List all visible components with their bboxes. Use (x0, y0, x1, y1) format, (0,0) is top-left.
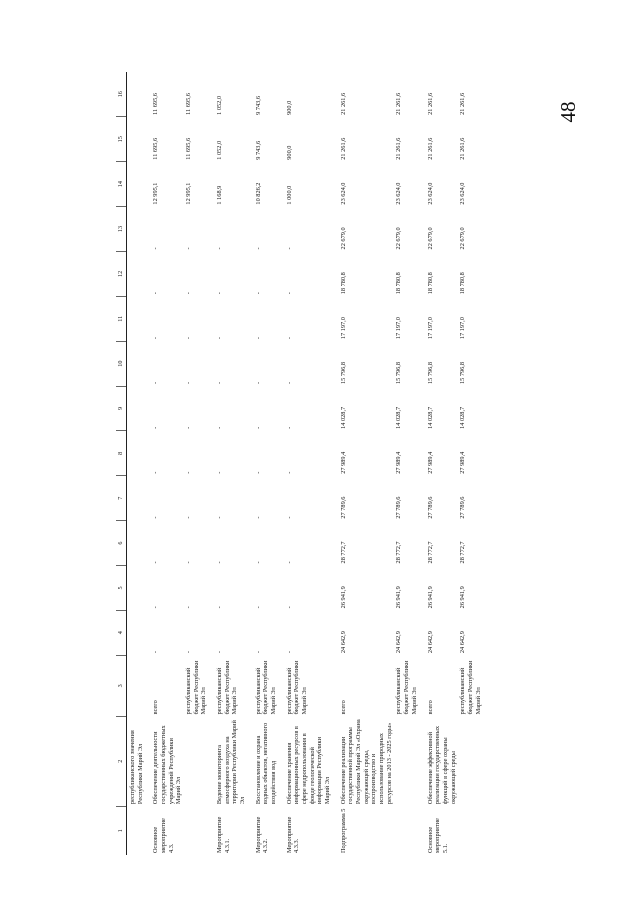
table-row (334, 72, 396, 855)
program-code-cell: Мероприятие 4.3.1. (216, 816, 231, 853)
amount-cell: - (285, 292, 293, 295)
budget-table (116, 72, 484, 855)
amount-cell: - (185, 337, 193, 340)
amount-cell: 11 695,6 (185, 137, 193, 160)
amount-cell: - (285, 516, 293, 519)
program-code-cell (459, 806, 484, 855)
amount-cell: 21 261,6 (426, 92, 434, 115)
program-name-cell (459, 716, 484, 806)
amount-cell: - (185, 381, 193, 385)
amount-cell: - (285, 651, 293, 654)
amount-cell: 27 989,4 (426, 451, 434, 474)
amount-cell: 9 743,6 (254, 95, 262, 115)
header-row (116, 72, 127, 855)
program-name-cell: Обеспечение хранения информационных ресурсов в сфере недропользования в фонде геологической информации Республики Марий Эл (285, 726, 332, 805)
amount-cell: 22 679,0 (426, 227, 434, 250)
amount-cell: 24 642,9 (426, 631, 434, 654)
program-name-cell (185, 716, 210, 806)
column-number: 8 (116, 431, 127, 476)
amount-cell: - (285, 337, 293, 340)
amount-cell: - (152, 381, 160, 385)
amount-cell: - (285, 247, 293, 250)
amount-cell: 21 261,6 (395, 92, 403, 115)
table-row (249, 72, 280, 855)
amount-cell: - (185, 247, 193, 250)
amount-cell: 1 052,0 (216, 95, 224, 115)
amount-cell: 1 052,0 (216, 140, 224, 160)
column-number: 3 (116, 655, 127, 716)
amount-cell: 28 772,7 (339, 541, 347, 564)
table-row (280, 72, 334, 855)
program-name-cell: Обеспечение эффективной реализации государственных функций в сфере охраны окружающей среды (426, 725, 457, 805)
amount-cell: - (216, 426, 224, 429)
amount-cell: 21 261,6 (339, 92, 347, 115)
amount-cell: - (285, 381, 293, 385)
column-number: 1 (116, 806, 127, 855)
amount-cell: - (216, 651, 224, 654)
amount-cell: - (185, 426, 193, 429)
amount-cell: - (254, 606, 262, 609)
amount-cell: - (185, 561, 193, 564)
amount-cell: 21 261,6 (395, 137, 403, 160)
amount-cell: - (216, 337, 224, 340)
amount-cell (127, 610, 147, 655)
program-name-cell: Обеспечение реализации государственной программы Республики Марий Эл «Охрана окружающей среды, воспроизводство и использование природных ресурсов на 2013 - 2025 годы» (339, 719, 393, 805)
column-number: 2 (116, 716, 127, 806)
amount-cell: 23 624,0 (459, 182, 467, 205)
funding-source-cell: республиканский бюджет Республики Марий Эл (254, 660, 278, 715)
amount-cell: 14 028,7 (426, 406, 434, 429)
amount-cell: - (254, 651, 262, 654)
amount-cell: 23 624,0 (339, 182, 347, 205)
column-number: 11 (116, 296, 127, 341)
amount-cell: - (152, 471, 160, 474)
program-code-cell: Мероприятие 4.3.3. (285, 816, 301, 853)
amount-cell: - (285, 471, 293, 474)
amount-cell: 900,0 (285, 100, 293, 115)
funding-source-cell: республиканский бюджет Республики Марий Эл (395, 660, 418, 715)
amount-cell: - (185, 292, 193, 295)
program-name-cell (395, 716, 420, 806)
amount-cell: 21 261,6 (426, 137, 434, 160)
column-number: 10 (116, 341, 127, 386)
amount-cell: 24 642,9 (339, 631, 347, 654)
amount-cell (127, 565, 147, 610)
amount-cell: 27 989,4 (339, 451, 347, 474)
funding-source-cell: всего (339, 700, 347, 715)
amount-cell: - (216, 247, 224, 250)
amount-cell: 27 789,6 (395, 496, 403, 519)
amount-cell: 14 028,7 (339, 406, 347, 429)
funding-source-cell (127, 655, 147, 716)
amount-cell: 1 000,0 (285, 185, 293, 205)
amount-cell (127, 386, 147, 431)
amount-cell: 26 941,9 (459, 586, 467, 609)
column-number: 16 (116, 72, 127, 117)
column-number: 13 (116, 207, 127, 252)
amount-cell: - (152, 606, 160, 609)
program-code-cell: Мероприятие 4.3.2. (254, 816, 270, 853)
table-row (210, 72, 249, 855)
column-number: 4 (116, 610, 127, 655)
amount-cell: - (185, 606, 193, 609)
program-code-cell: Основное мероприятие 5.1. (426, 818, 449, 853)
amount-cell: 28 772,7 (395, 541, 403, 564)
program-code-cell (395, 806, 420, 855)
amount-cell: 12 995,1 (185, 182, 193, 205)
amount-cell: - (216, 381, 224, 385)
amount-cell: - (152, 292, 160, 295)
table-body (127, 72, 485, 855)
amount-cell: 14 028,7 (395, 406, 403, 429)
amount-cell: - (216, 561, 224, 564)
funding-source-cell: республиканский бюджет Республики Марий Эл (459, 660, 482, 715)
column-number: 6 (116, 521, 127, 566)
column-number: 5 (116, 565, 127, 610)
amount-cell (127, 117, 147, 162)
amount-cell: - (285, 606, 293, 609)
amount-cell: - (152, 516, 160, 519)
amount-cell: 23 624,0 (426, 182, 434, 205)
amount-cell: - (254, 561, 262, 564)
amount-cell (127, 296, 147, 341)
amount-cell: 900,0 (285, 145, 293, 160)
amount-cell: 15 796,8 (426, 361, 434, 385)
amount-cell: - (185, 516, 193, 519)
page-number: 48 (556, 101, 580, 123)
amount-cell: - (185, 651, 193, 654)
amount-cell: - (216, 606, 224, 609)
funding-source-cell: всего (426, 700, 434, 715)
amount-cell: 10 826,2 (254, 182, 262, 205)
table-row (185, 72, 210, 855)
program-name-cell: Восстановление и охрана водных объектов, негативного воздействия вод (254, 722, 278, 805)
amount-cell: 11 695,6 (152, 93, 160, 115)
funding-source-cell: республиканский бюджет Республики Марий Эл (216, 660, 239, 715)
amount-cell: 17 197,0 (426, 317, 434, 340)
amount-cell: 24 642,9 (395, 631, 403, 654)
budget-table-rotated (116, 72, 539, 855)
amount-cell (127, 476, 147, 521)
amount-cell: 9 743,6 (254, 140, 262, 160)
amount-cell: - (285, 426, 293, 429)
amount-cell: 18 780,8 (459, 272, 467, 295)
amount-cell: 11 695,6 (185, 93, 193, 115)
amount-cell: 21 261,6 (459, 92, 467, 115)
amount-cell: 23 624,0 (395, 182, 403, 205)
amount-cell: - (254, 381, 262, 385)
amount-cell: 17 197,0 (395, 317, 403, 340)
amount-cell (127, 341, 147, 386)
amount-cell: 27 789,6 (339, 496, 347, 519)
amount-cell: 26 941,9 (426, 586, 434, 609)
amount-cell: 21 261,6 (339, 137, 347, 160)
program-code-cell: Основное мероприятие 4.3. (152, 818, 175, 853)
amount-cell: - (254, 426, 262, 429)
amount-cell: - (254, 471, 262, 474)
amount-cell: - (254, 292, 262, 295)
amount-cell (127, 251, 147, 296)
amount-cell: 28 772,7 (459, 541, 467, 564)
column-number: 7 (116, 476, 127, 521)
amount-cell: - (216, 516, 224, 519)
table-row (421, 72, 460, 855)
table-row (146, 72, 185, 855)
funding-source-cell: республиканский бюджет Республики Марий Эл (285, 660, 309, 715)
amount-cell: 21 261,6 (459, 137, 467, 160)
amount-cell: - (152, 426, 160, 429)
amount-cell: 27 989,4 (459, 451, 467, 474)
amount-cell: 11 695,6 (152, 137, 160, 160)
amount-cell: 1 168,9 (216, 185, 224, 205)
amount-cell: 28 772,7 (426, 541, 434, 564)
amount-cell: 24 642,9 (459, 631, 467, 654)
amount-cell: - (152, 561, 160, 564)
amount-cell: 27 989,4 (395, 451, 403, 474)
amount-cell: 22 679,0 (339, 227, 347, 250)
amount-cell (127, 521, 147, 566)
program-name-cell: Обеспечение деятельности государственных бюджетных учреждений Республики Марий Эл (152, 725, 183, 805)
amount-cell: - (254, 516, 262, 519)
amount-cell: - (152, 337, 160, 340)
table-row (395, 72, 420, 855)
program-code-cell (185, 806, 210, 855)
amount-cell: - (216, 471, 224, 474)
amount-cell: - (216, 292, 224, 295)
program-name-cell: республиканского значения Республики Марий Эл (129, 730, 144, 805)
amount-cell (127, 431, 147, 476)
table-row (127, 72, 147, 855)
amount-cell: 18 780,8 (426, 272, 434, 295)
column-number: 12 (116, 251, 127, 296)
amount-cell: 18 780,8 (395, 272, 403, 295)
amount-cell: - (152, 651, 160, 654)
amount-cell: - (285, 561, 293, 564)
amount-cell: 22 679,0 (459, 227, 467, 250)
column-number: 15 (116, 117, 127, 162)
amount-cell: 12 995,1 (152, 182, 160, 205)
amount-cell: - (254, 337, 262, 340)
amount-cell: - (185, 471, 193, 474)
program-name-cell: Ведение мониторинга атмосферного воздуха на территории Республики Марий Эл (216, 720, 247, 805)
amount-cell: - (152, 247, 160, 250)
amount-cell: 15 796,8 (395, 361, 403, 385)
amount-cell: 15 796,8 (339, 361, 347, 385)
program-code-cell: Подпрограмма 5 (339, 808, 347, 853)
funding-source-cell: республиканский бюджет Республики Марий Эл (185, 660, 208, 715)
column-number: 14 (116, 162, 127, 207)
amount-cell: 17 197,0 (459, 317, 467, 340)
amount-cell: 26 941,9 (339, 586, 347, 609)
amount-cell: 27 789,6 (426, 496, 434, 519)
funding-source-cell: всего (152, 700, 160, 715)
amount-cell (127, 72, 147, 117)
program-code-cell (127, 806, 147, 855)
amount-cell: 22 679,0 (395, 227, 403, 250)
column-number: 9 (116, 386, 127, 431)
amount-cell: 18 780,8 (339, 272, 347, 295)
amount-cell: - (254, 247, 262, 250)
amount-cell (127, 207, 147, 252)
amount-cell: 27 789,6 (459, 496, 467, 519)
amount-cell: 17 197,0 (339, 317, 347, 340)
amount-cell (127, 162, 147, 207)
table-row (459, 72, 484, 855)
amount-cell: 26 941,9 (395, 586, 403, 609)
amount-cell: 14 028,7 (459, 406, 467, 429)
amount-cell: 15 796,8 (459, 361, 467, 385)
